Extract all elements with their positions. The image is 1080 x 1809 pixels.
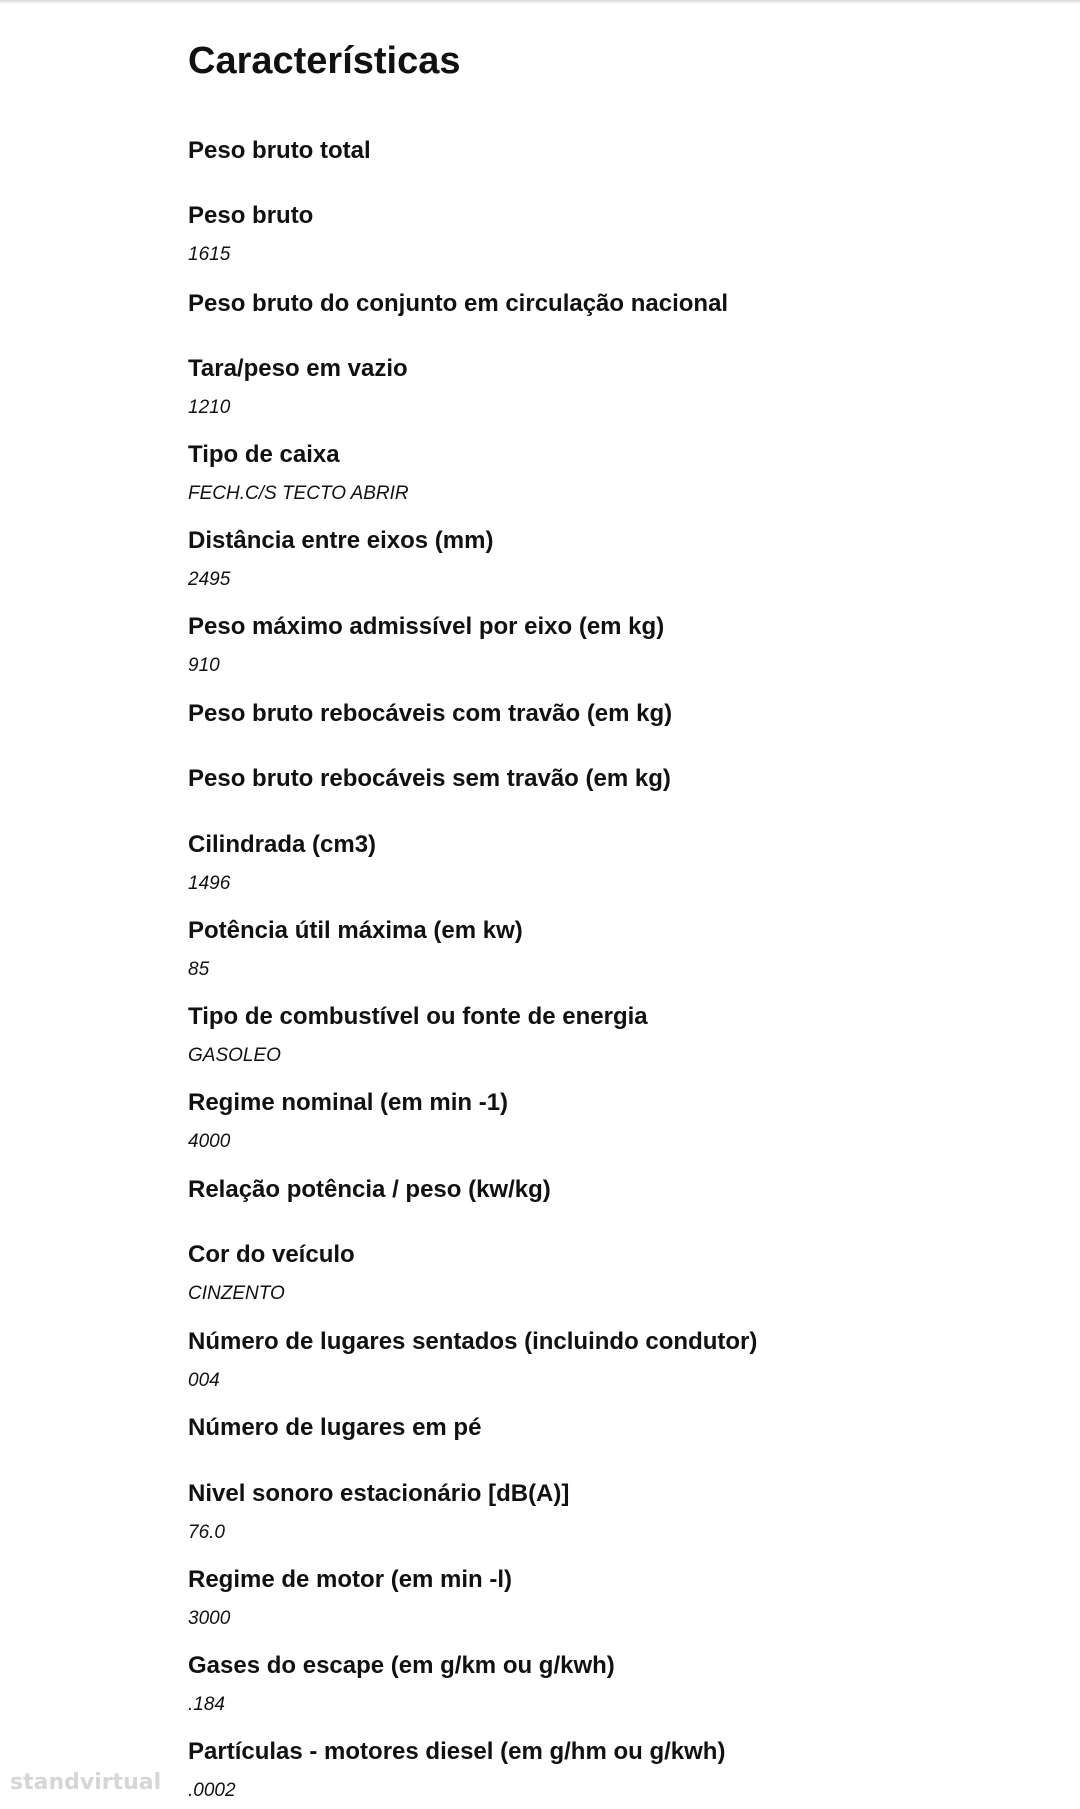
watermark-text: standvirtual <box>10 1769 162 1795</box>
spec-value: 1615 <box>188 244 231 265</box>
spec-value: 4000 <box>188 1131 231 1152</box>
top-divider <box>0 0 1080 4</box>
spec-item <box>188 354 1048 418</box>
spec-item <box>188 1327 1048 1391</box>
spec-value: .0002 <box>188 1780 236 1801</box>
spec-item <box>188 1175 1048 1205</box>
spec-item <box>188 526 1048 590</box>
spec-item <box>188 1002 1048 1066</box>
spec-label: Peso bruto <box>188 202 314 229</box>
spec-item <box>188 289 1048 319</box>
spec-value: 3000 <box>188 1608 231 1629</box>
spec-value: GASOLEO <box>188 1045 281 1066</box>
spec-value: 1210 <box>188 397 231 418</box>
spec-item <box>188 764 1048 794</box>
spec-label: Cilindrada (cm3) <box>188 831 377 858</box>
spec-item <box>188 1565 1048 1629</box>
spec-item <box>188 1413 1048 1443</box>
spec-label: Peso bruto total <box>188 137 371 164</box>
watermark-logo <box>10 1765 180 1799</box>
spec-label: Tipo de combustível ou fonte de energia <box>188 1003 648 1030</box>
spec-item <box>188 136 1048 166</box>
spec-item <box>188 1651 1048 1715</box>
spec-value: .184 <box>188 1694 225 1715</box>
spec-item <box>188 201 1048 265</box>
spec-label: Peso máximo admissível por eixo (em kg) <box>188 613 665 640</box>
spec-item <box>188 1479 1048 1543</box>
spec-label: Relação potência / peso (kw/kg) <box>188 1176 551 1203</box>
spec-item <box>188 1737 1048 1801</box>
spec-item <box>188 612 1048 676</box>
spec-value: 85 <box>188 959 210 980</box>
spec-value: 2495 <box>188 569 231 590</box>
spec-item <box>188 699 1048 729</box>
page-title: Características <box>188 40 461 82</box>
spec-label: Peso bruto do conjunto em circulação nacional <box>188 290 729 317</box>
spec-label: Distância entre eixos (mm) <box>188 527 494 554</box>
spec-label: Tara/peso em vazio <box>188 355 408 382</box>
spec-item <box>188 916 1048 980</box>
spec-item <box>188 830 1048 894</box>
spec-value: 004 <box>188 1370 220 1391</box>
spec-value: FECH.C/S TECTO ABRIR <box>188 483 409 504</box>
spec-label: Potência útil máxima (em kw) <box>188 917 523 944</box>
spec-item <box>188 1088 1048 1152</box>
spec-label: Cor do veículo <box>188 1241 355 1268</box>
spec-label: Partículas - motores diesel (em g/hm ou g/kwh) <box>188 1738 726 1765</box>
spec-label: Regime nominal (em min -1) <box>188 1089 509 1116</box>
spec-label: Regime de motor (em min -l) <box>188 1566 513 1593</box>
spec-item <box>188 440 1048 504</box>
spec-value: 910 <box>188 655 220 676</box>
spec-label: Número de lugares em pé <box>188 1414 482 1441</box>
spec-label: Peso bruto rebocáveis sem travão (em kg) <box>188 765 671 792</box>
spec-item <box>188 1240 1048 1304</box>
spec-label: Gases do escape (em g/km ou g/kwh) <box>188 1652 615 1679</box>
spec-value: 1496 <box>188 873 231 894</box>
spec-value: CINZENTO <box>188 1283 285 1304</box>
spec-label: Número de lugares sentados (incluindo condutor) <box>188 1328 758 1355</box>
spec-value: 76.0 <box>188 1522 225 1543</box>
spec-label: Tipo de caixa <box>188 441 340 468</box>
spec-label: Nivel sonoro estacionário [dB(A)] <box>188 1480 570 1507</box>
spec-label: Peso bruto rebocáveis com travão (em kg) <box>188 700 673 727</box>
